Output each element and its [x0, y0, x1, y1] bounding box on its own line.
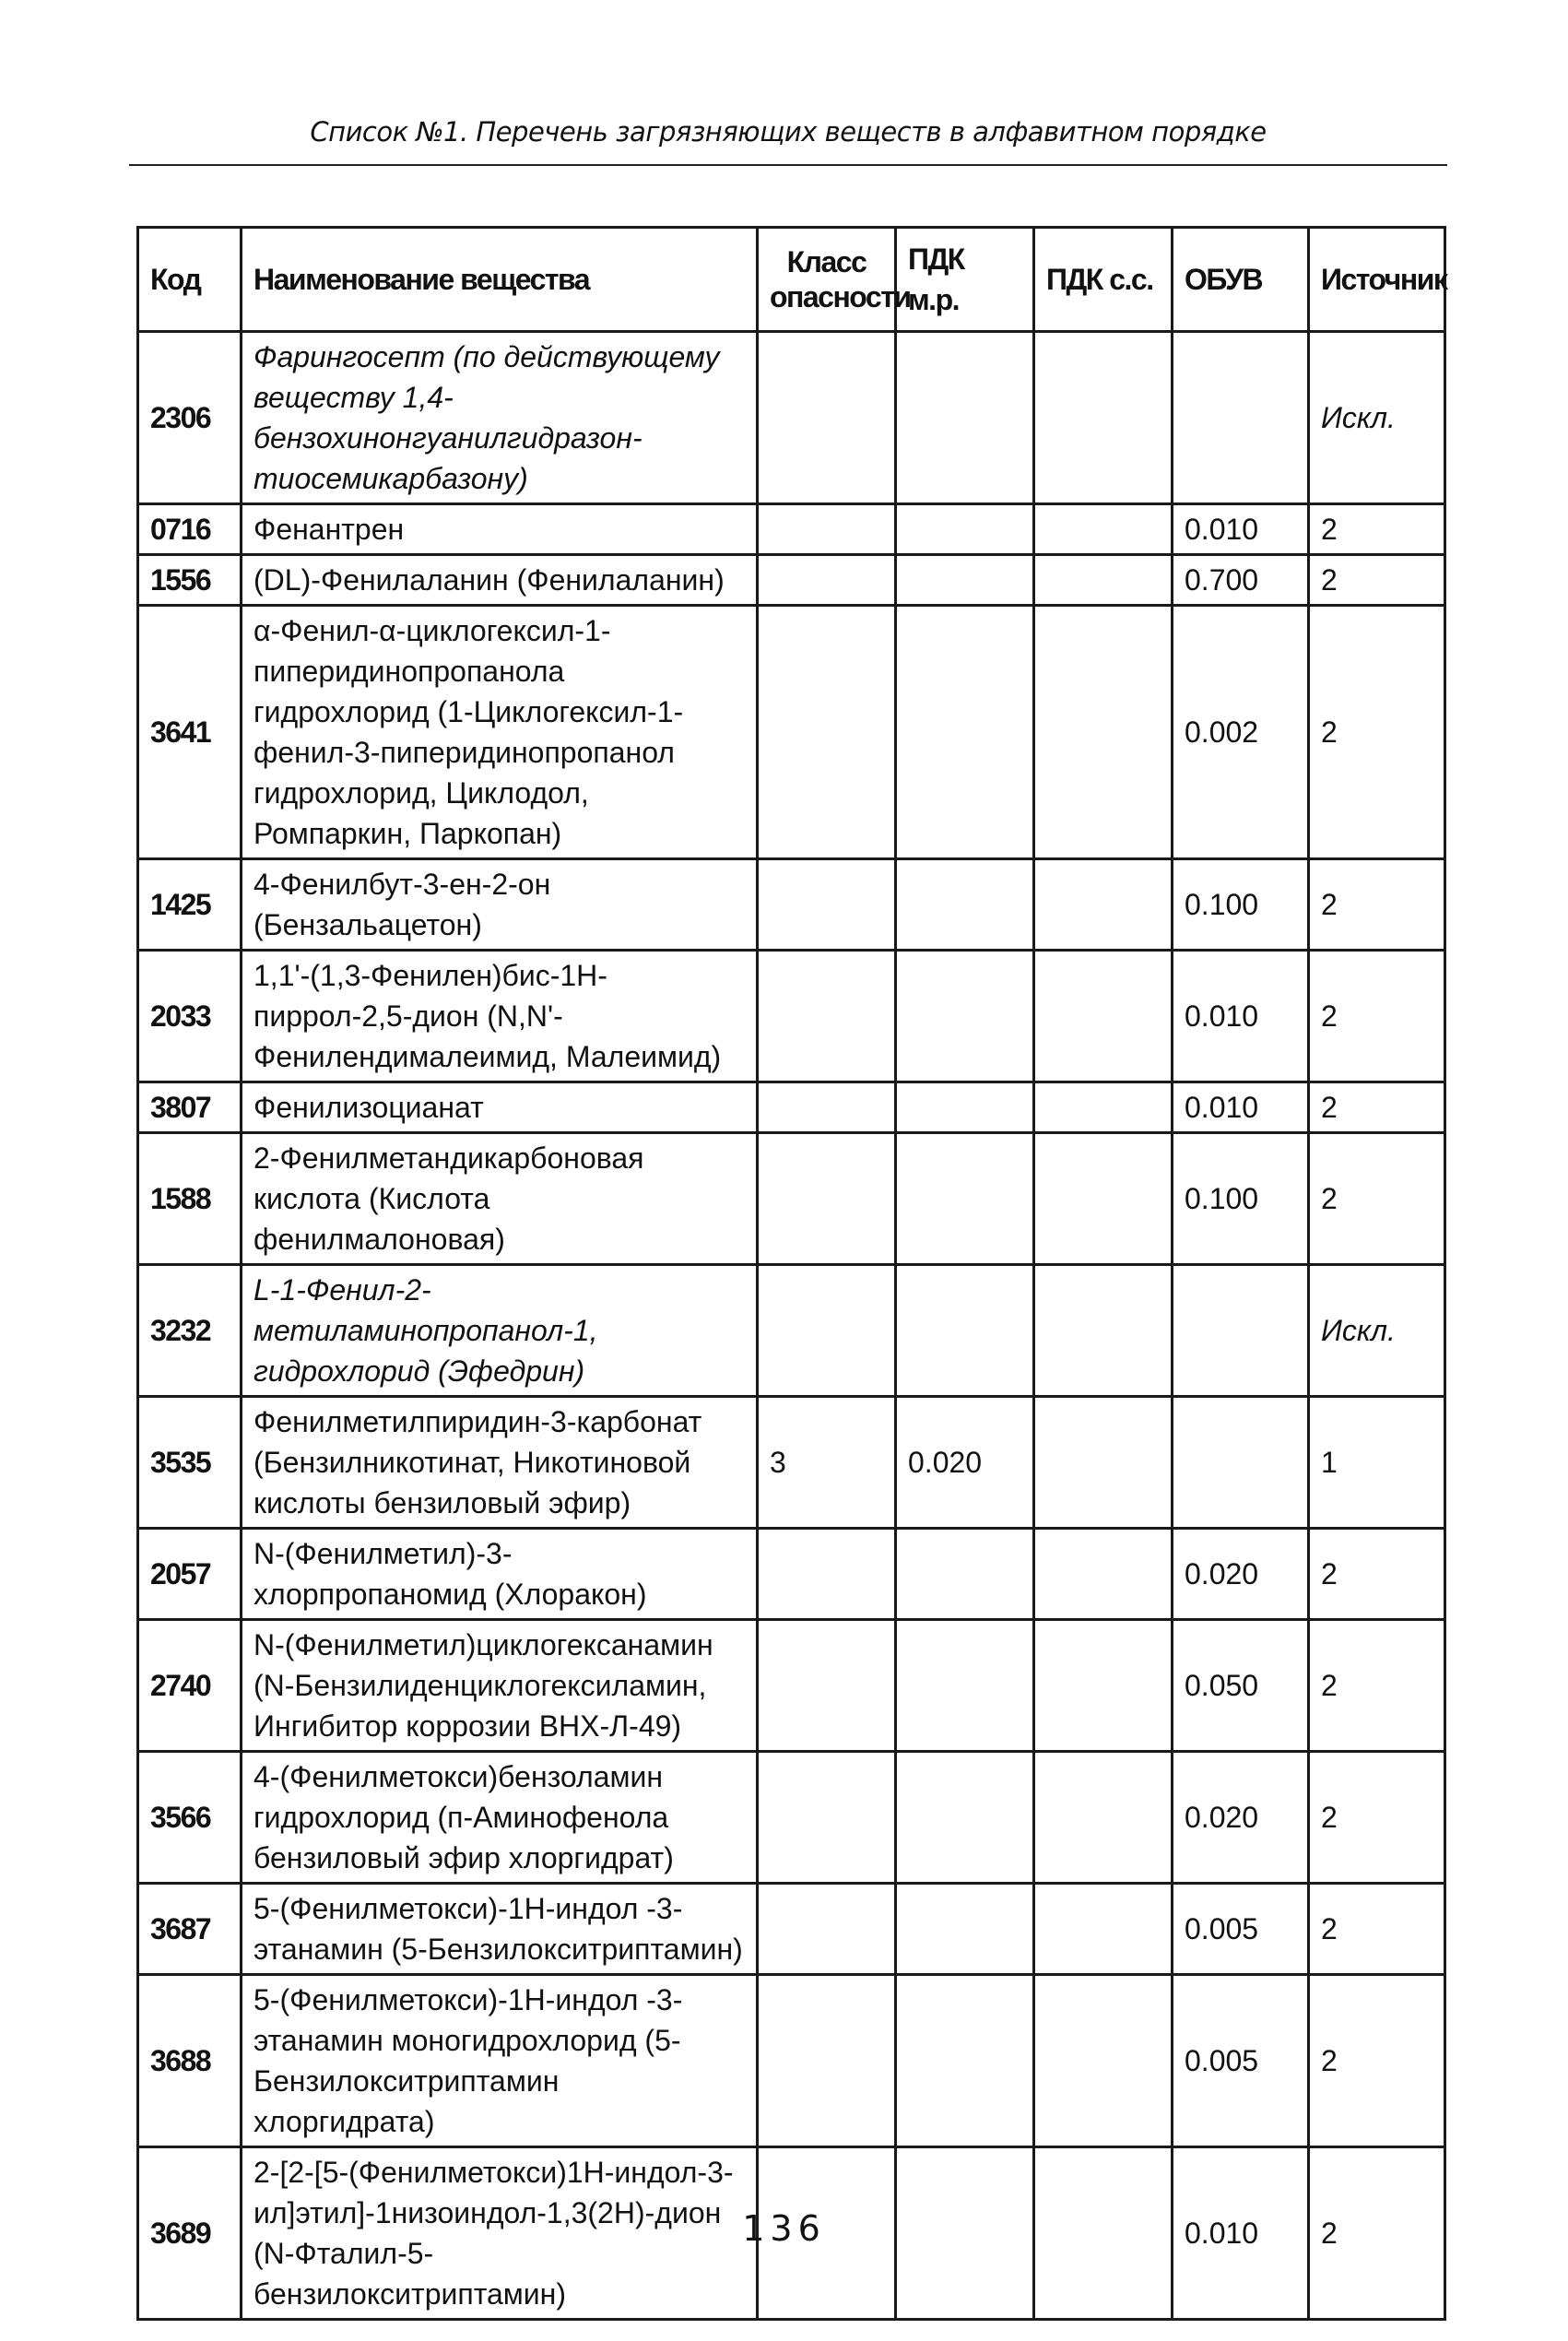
- cell-source: 2: [1309, 1975, 1445, 2147]
- cell-source: 1: [1309, 1397, 1445, 1529]
- cell-source: 2: [1309, 1752, 1445, 1884]
- cell-code: 2306: [138, 332, 242, 504]
- cell-code: 2057: [138, 1529, 242, 1620]
- cell-hazard-class: [758, 951, 896, 1082]
- cell-name: α-Фенил-α-циклогексил-1-пиперидинопропанола гидрохлорид (1-Циклогексил-1-фенил-3-пиперидинопропанол гидрохлорид, Циклодол, Ромпаркин, Паркопан): [242, 606, 758, 859]
- cell-obuv: 0.020: [1173, 1529, 1309, 1620]
- cell-source: 2: [1309, 1620, 1445, 1752]
- cell-name: 4-Фенилбут-3-ен-2-он (Бензальацетон): [242, 859, 758, 951]
- cell-code: 2033: [138, 951, 242, 1082]
- col-header-obuv: ОБУВ: [1173, 228, 1309, 332]
- cell-source: 2: [1309, 1529, 1445, 1620]
- cell-hazard-class: [758, 1752, 896, 1884]
- cell-hazard-class: [758, 1975, 896, 2147]
- cell-source: 2: [1309, 606, 1445, 859]
- cell-hazard-class: 3: [758, 1397, 896, 1529]
- cell-hazard-class: [758, 1529, 896, 1620]
- cell-pdk-ss: [1034, 1082, 1173, 1133]
- cell-pdk-mr: [896, 606, 1034, 859]
- cell-name: Фарингосепт (по действующему веществу 1,4-бензохинонгуанилгидразон-тиосемикарбазону): [242, 332, 758, 504]
- cell-pdk-mr: [896, 1133, 1034, 1265]
- table-row: [138, 1133, 1445, 1265]
- cell-pdk-mr: [896, 1975, 1034, 2147]
- cell-hazard-class: [758, 504, 896, 555]
- cell-obuv: 0.005: [1173, 1975, 1309, 2147]
- cell-source: Искл.: [1309, 1265, 1445, 1397]
- table-row: [138, 1082, 1445, 1133]
- cell-code: 1588: [138, 1133, 242, 1265]
- cell-hazard-class: [758, 1265, 896, 1397]
- cell-pdk-mr: [896, 504, 1034, 555]
- cell-obuv: [1173, 1265, 1309, 1397]
- cell-name: Фенилметилпиридин-3-карбонат (Бензилникотинат, Никотиновой кислоты бензиловый эфир): [242, 1397, 758, 1529]
- cell-pdk-ss: [1034, 1529, 1173, 1620]
- table-header-row: [138, 228, 1445, 332]
- col-header-pdk-ss: ПДК с.с.: [1034, 228, 1173, 332]
- cell-obuv: 0.050: [1173, 1620, 1309, 1752]
- table-body: [138, 332, 1445, 2320]
- cell-name: 5-(Фенилметокси)-1Н-индол -3-этанамин моногидрохлорид (5-Бензилокситриптамин хлоргидрата): [242, 1975, 758, 2147]
- cell-pdk-ss: [1034, 1975, 1173, 2147]
- cell-pdk-ss: [1034, 1133, 1173, 1265]
- table-row: [138, 1752, 1445, 1884]
- cell-name: N-(Фенилметил)циклогексанамин (N-Бензилиденциклогексиламин, Ингибитор коррозии ВНХ-Л-49): [242, 1620, 758, 1752]
- cell-source: 2: [1309, 859, 1445, 951]
- cell-source: 2: [1309, 2147, 1445, 2320]
- cell-code: 3641: [138, 606, 242, 859]
- table-row: [138, 504, 1445, 555]
- cell-obuv: 0.010: [1173, 504, 1309, 555]
- table-row: [138, 332, 1445, 504]
- cell-pdk-mr: [896, 1620, 1034, 1752]
- cell-name: 2-[2-[5-(Фенилметокси)1Н-индол-3-ил]этил]-1низоиндол-1,3(2Н)-дион (N-Фталил-5-бензилокситриптамин): [242, 2147, 758, 2320]
- page-number: 136: [742, 2208, 826, 2249]
- cell-pdk-ss: [1034, 1752, 1173, 1884]
- cell-obuv: 0.002: [1173, 606, 1309, 859]
- cell-pdk-mr: [896, 1884, 1034, 1975]
- cell-hazard-class: [758, 1884, 896, 1975]
- table-row: [138, 1397, 1445, 1529]
- col-header-source: Источник: [1309, 228, 1445, 332]
- cell-name: L-1-Фенил-2-метиламинопропанол-1, гидрохлорид (Эфедрин): [242, 1265, 758, 1397]
- cell-pdk-mr: [896, 1265, 1034, 1397]
- cell-pdk-mr: [896, 332, 1034, 504]
- cell-pdk-mr: 0.020: [896, 1397, 1034, 1529]
- cell-source: 2: [1309, 1082, 1445, 1133]
- cell-obuv: 0.100: [1173, 1133, 1309, 1265]
- cell-code: 1556: [138, 555, 242, 606]
- cell-code: 1425: [138, 859, 242, 951]
- cell-pdk-ss: [1034, 1620, 1173, 1752]
- cell-name: Фенантрен: [242, 504, 758, 555]
- cell-code: 3807: [138, 1082, 242, 1133]
- cell-obuv: 0.010: [1173, 1082, 1309, 1133]
- cell-pdk-mr: [896, 1082, 1034, 1133]
- cell-name: N-(Фенилметил)-3-хлорпропаномид (Хлоракон): [242, 1529, 758, 1620]
- cell-pdk-mr: [896, 1529, 1034, 1620]
- cell-obuv: 0.010: [1173, 2147, 1309, 2320]
- table-row: [138, 555, 1445, 606]
- cell-obuv: 0.020: [1173, 1752, 1309, 1884]
- cell-source: 2: [1309, 504, 1445, 555]
- table-row: [138, 951, 1445, 1082]
- cell-code: 3566: [138, 1752, 242, 1884]
- cell-hazard-class: [758, 1620, 896, 1752]
- table-row: [138, 1620, 1445, 1752]
- cell-pdk-ss: [1034, 555, 1173, 606]
- col-header-code: Код: [138, 228, 242, 332]
- cell-obuv: 0.100: [1173, 859, 1309, 951]
- table-row: [138, 606, 1445, 859]
- cell-pdk-mr: [896, 555, 1034, 606]
- cell-source: 2: [1309, 1884, 1445, 1975]
- cell-hazard-class: [758, 1133, 896, 1265]
- cell-pdk-ss: [1034, 1884, 1173, 1975]
- cell-code: 3688: [138, 1975, 242, 2147]
- cell-code: 0716: [138, 504, 242, 555]
- cell-obuv: 0.700: [1173, 555, 1309, 606]
- cell-obuv: [1173, 1397, 1309, 1529]
- table-row: [138, 1975, 1445, 2147]
- cell-source: Искл.: [1309, 332, 1445, 504]
- header-title: Список №1. Перечень загрязняющих веществ в алфавитном порядке: [310, 116, 1267, 148]
- col-header-pdk-mr: ПДК м.р.: [896, 228, 1034, 332]
- cell-pdk-ss: [1034, 951, 1173, 1082]
- substances-table: [136, 226, 1446, 2321]
- cell-pdk-ss: [1034, 332, 1173, 504]
- cell-pdk-ss: [1034, 1265, 1173, 1397]
- cell-name: 1,1'-(1,3-Фенилен)бис-1Н-пиррол-2,5-дион (N,N'-Фенилендималеимид, Малеимид): [242, 951, 758, 1082]
- cell-pdk-ss: [1034, 859, 1173, 951]
- cell-pdk-mr: [896, 859, 1034, 951]
- cell-pdk-mr: [896, 1752, 1034, 1884]
- col-header-name: Наименование вещества: [242, 228, 758, 332]
- cell-pdk-ss: [1034, 1397, 1173, 1529]
- cell-source: 2: [1309, 555, 1445, 606]
- cell-hazard-class: [758, 606, 896, 859]
- col-header-hazard-class: Класс опасности: [758, 228, 896, 332]
- cell-pdk-mr: [896, 951, 1034, 1082]
- table-row: [138, 1884, 1445, 1975]
- cell-code: 3232: [138, 1265, 242, 1397]
- cell-code: 3687: [138, 1884, 242, 1975]
- cell-source: 2: [1309, 1133, 1445, 1265]
- cell-pdk-ss: [1034, 504, 1173, 555]
- cell-hazard-class: [758, 859, 896, 951]
- cell-hazard-class: [758, 1082, 896, 1133]
- table-row: [138, 1529, 1445, 1620]
- cell-hazard-class: [758, 332, 896, 504]
- table-row: [138, 1265, 1445, 1397]
- cell-code: 2740: [138, 1620, 242, 1752]
- cell-pdk-ss: [1034, 606, 1173, 859]
- cell-name: 4-(Фенилметокси)бензоламин гидрохлорид (п-Аминофенола бензиловый эфир хлоргидрат): [242, 1752, 758, 1884]
- cell-name: Фенилизоцианат: [242, 1082, 758, 1133]
- cell-hazard-class: [758, 555, 896, 606]
- cell-code: 3535: [138, 1397, 242, 1529]
- cell-name: (DL)-Фенилаланин (Фенилаланин): [242, 555, 758, 606]
- cell-obuv: 0.005: [1173, 1884, 1309, 1975]
- cell-obuv: 0.010: [1173, 951, 1309, 1082]
- cell-code: 3689: [138, 2147, 242, 2320]
- cell-obuv: [1173, 332, 1309, 504]
- cell-name: 2-Фенилметандикарбоновая кислота (Кислота фенилмалоновая): [242, 1133, 758, 1265]
- running-header: [129, 109, 1447, 166]
- cell-name: 5-(Фенилметокси)-1Н-индол -3-этанамин (5-Бензилокситриптамин): [242, 1884, 758, 1975]
- table-row: [138, 859, 1445, 951]
- cell-source: 2: [1309, 951, 1445, 1082]
